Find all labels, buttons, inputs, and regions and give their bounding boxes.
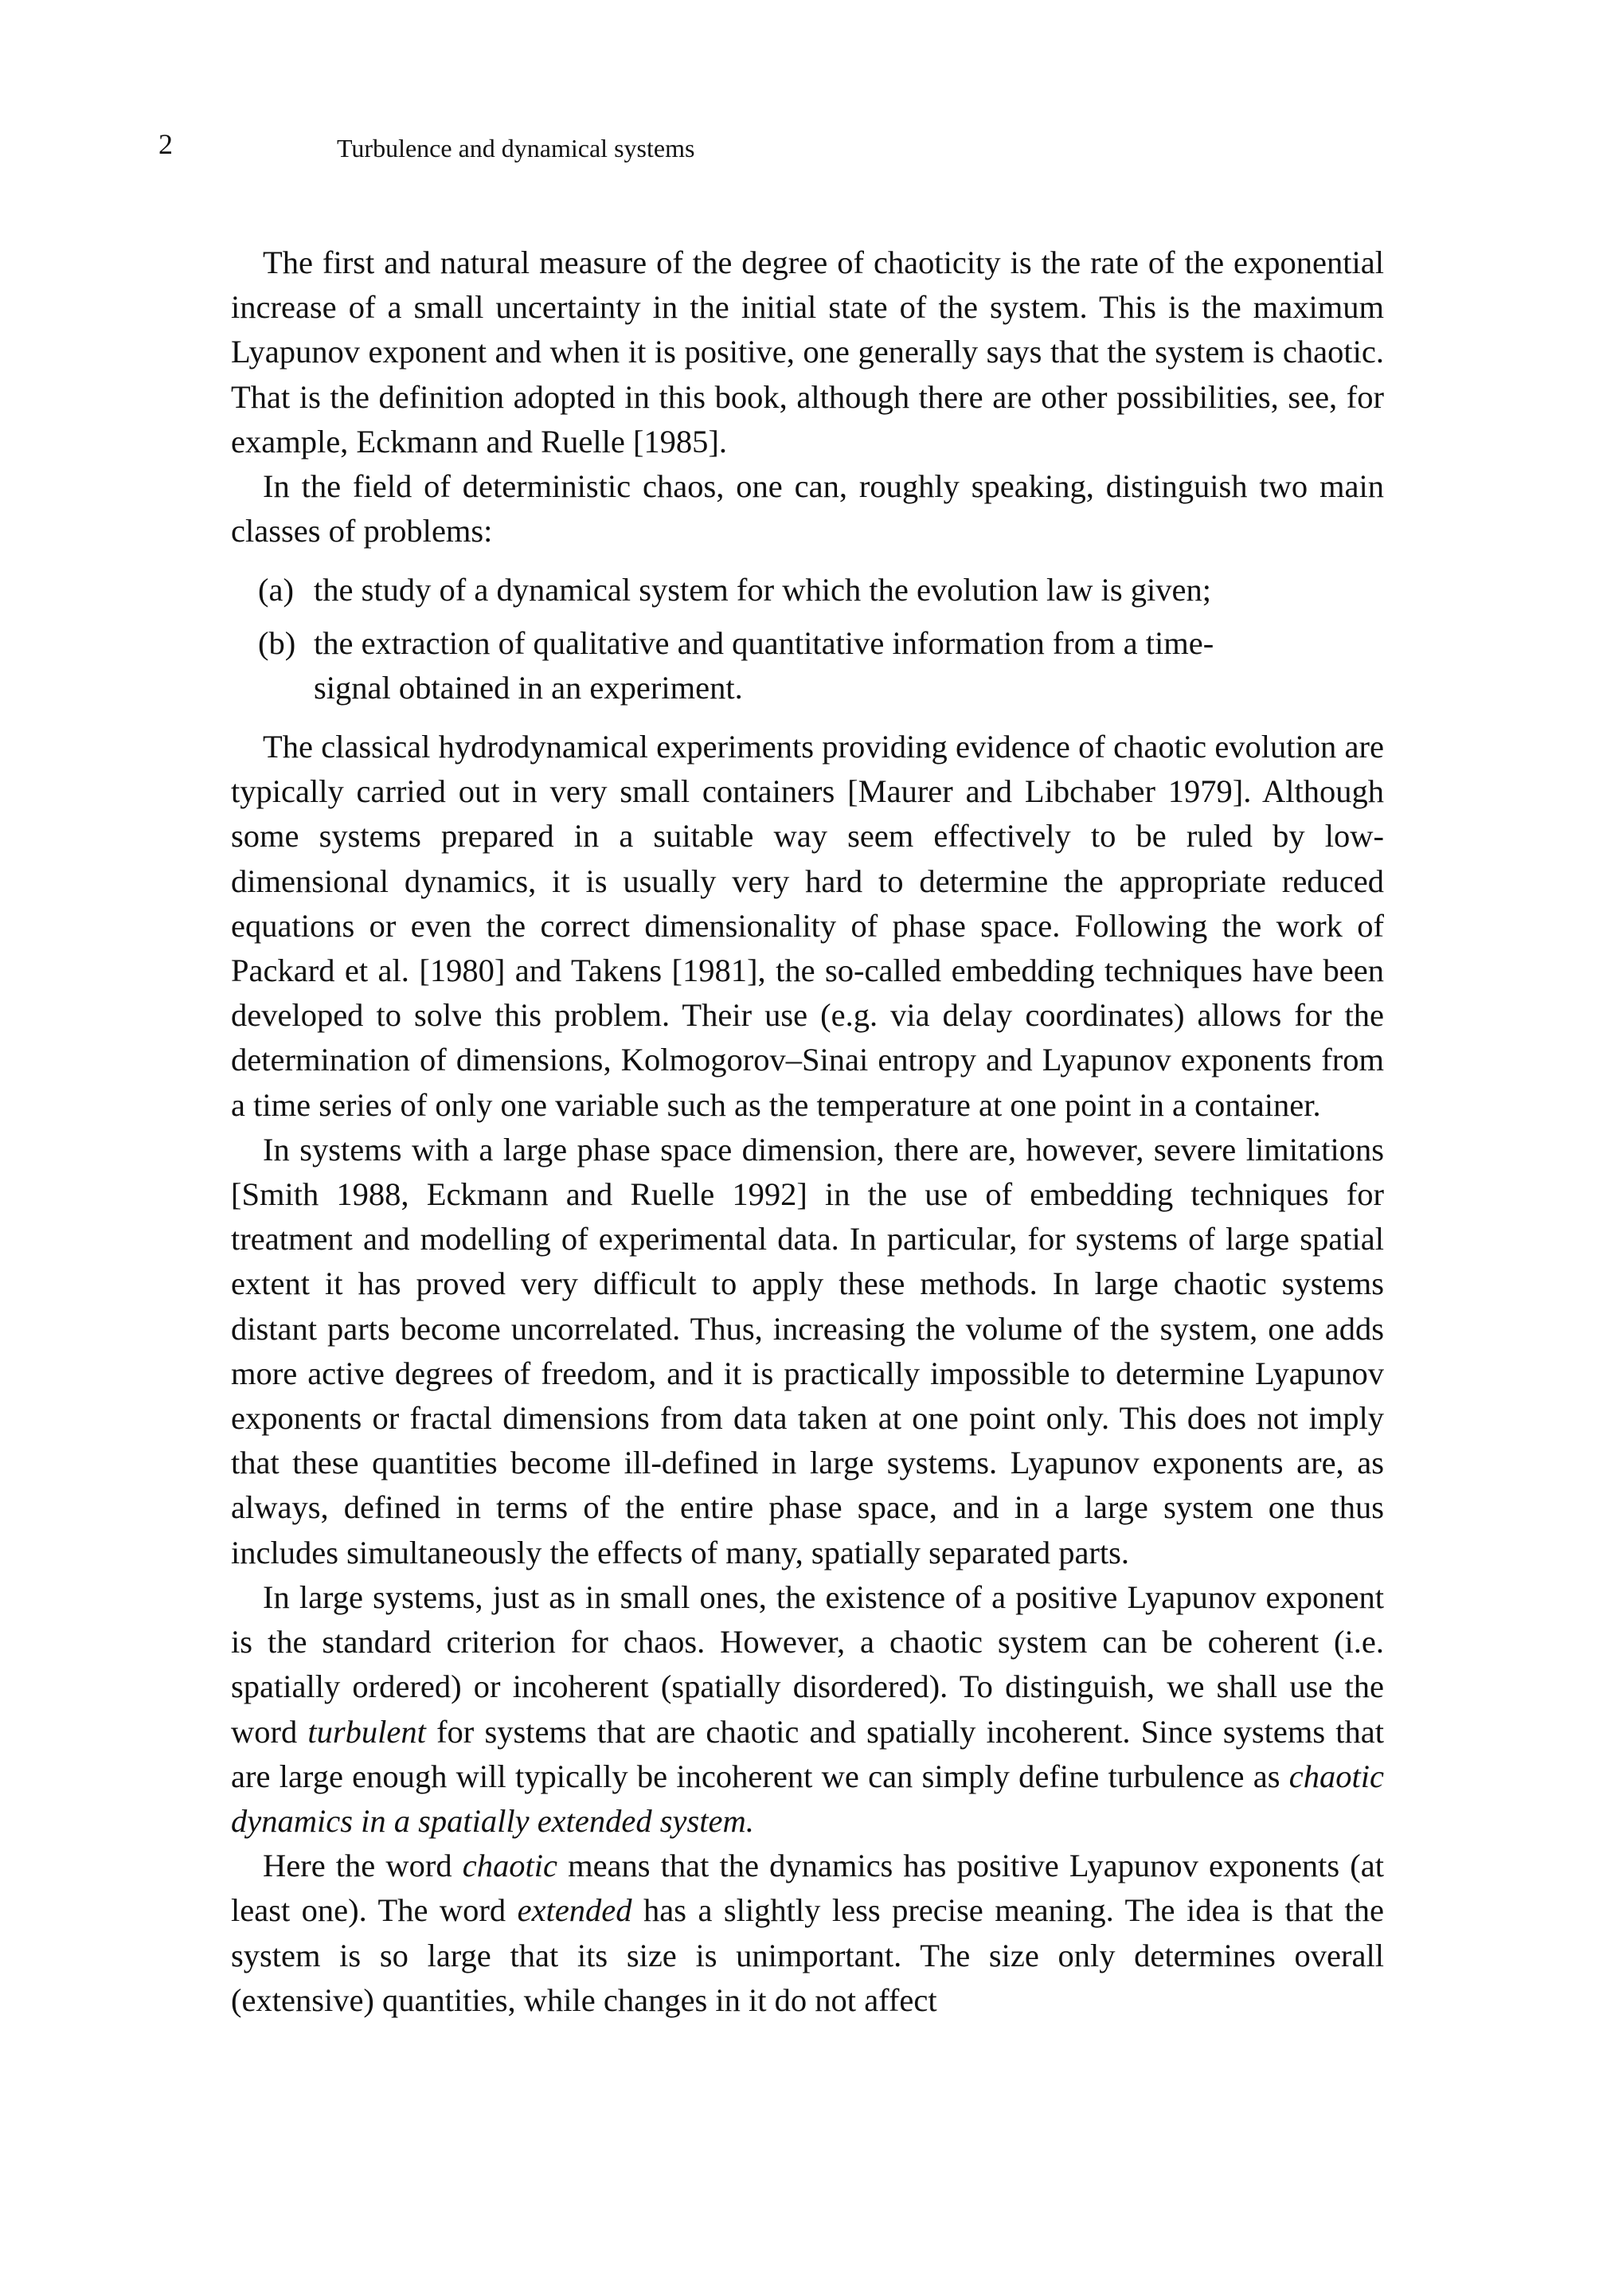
paragraph-4: In systems with a large phase space dimension, there are, however, severe limitations [Smith 1988, Eckmann and Ruelle 1992] in the use of embedding techniques for treatment and modelling of experimental data. In particular, for systems of large spatial extent it has proved very difficult to apply these methods. In large chaotic systems distant parts become uncorrelated. Thus, increasing the volume of the system, one adds more active degrees of freedom, and it is practically impossible to determine Lyapunov exponents or fractal dimensions from data taken at one point only. This does not imply that these quantities become ill-defined in large systems. Lyapunov exponents are, as always, defined in terms of the entire phase space, and in a large system one thus includes simultaneously the effects of many, spatially separated parts. [231, 1131, 1384, 1570]
paragraph-1: The first and natural measure of the degree of chaoticity is the rate of the exponential increase of a small uncertainty in the initial state of the system. This is the maximum Lyapunov exponent and when it is positive, one generally says that the system is chaotic. That is the definition adopted in this book, although there are other possibilities, see, for example, Eckmann and Ruelle [1985]. [231, 244, 1384, 460]
paragraph-2: In the field of deterministic chaos, one can, roughly speaking, distinguish two main classes of problems: [231, 468, 1384, 550]
running-head: Turbulence and dynamical systems [337, 134, 695, 162]
term-extended: extended [517, 1892, 632, 1929]
turbulence-definition: chaotic dynamics in a spatially extended system. [231, 1758, 1384, 1839]
page-number: 2 [158, 128, 173, 160]
paragraph-6 [231, 1844, 1384, 2023]
paragraph-5 [231, 1575, 1384, 1844]
list-item-text: the study of a dynamical system for which the evolution law is given; [314, 572, 1212, 608]
paragraph-6-text-b: means that the dynamics has positive Lyapunov exponents (at least one). The word [231, 1848, 1385, 1929]
paragraph-6-text-a: Here the word [263, 1848, 463, 1884]
list-item-text: the extraction of qualitative and quantitative information from a time-signal obtained in an experiment. [314, 624, 1214, 706]
list-item [231, 621, 1384, 710]
problem-class-list [231, 568, 1384, 710]
paragraph-5-text-a: In large systems, just as in small ones, the existence of a positive Lyapunov exponent is the standard criterion for chaos. However, a chaotic system can be coherent (i.e. spatially ordered) or incoherent (spatially disordered). To distinguish, we shall use the word [231, 1578, 1384, 1750]
paragraph-5-text-b: for systems that are chaotic and spatially incoherent. Since systems that are large enough will typically be incoherent we can simply define turbulence as [231, 1713, 1384, 1794]
term-chaotic: chaotic [462, 1848, 557, 1884]
paragraph-6-text-c: has a slightly less precise meaning. The idea is that the system is so large that its size is unimportant. The size only determines overall (extensive) quantities, while changes in it do not affect [231, 1892, 1384, 2018]
list-item-label: (b) [258, 624, 296, 661]
body-text [231, 241, 1384, 2023]
paragraph-3: The classical hydrodynamical experiments providing evidence of chaotic evolution are typically carried out in very small containers [Maurer and Libchaber 1979]. Although some systems prepared in a suitable way seem effectively to be ruled by low-dimensional dynamics, it is usually very hard to determine the appropriate reduced equations or even the correct dimensionality of phase space. Following the work of Packard et al. [1980] and Takens [1981], the so-called embedding techniques have been developed to solve this problem. Their use (e.g. via delay coordinates) allows for the determination of dimensions, Kolmogorov–Sinai entropy and Lyapunov exponents from a time series of only one variable such as the temperature at one point in a container. [231, 729, 1384, 1123]
list-item-label: (a) [258, 572, 294, 608]
term-turbulent: turbulent [307, 1713, 426, 1750]
list-item [231, 568, 1384, 612]
